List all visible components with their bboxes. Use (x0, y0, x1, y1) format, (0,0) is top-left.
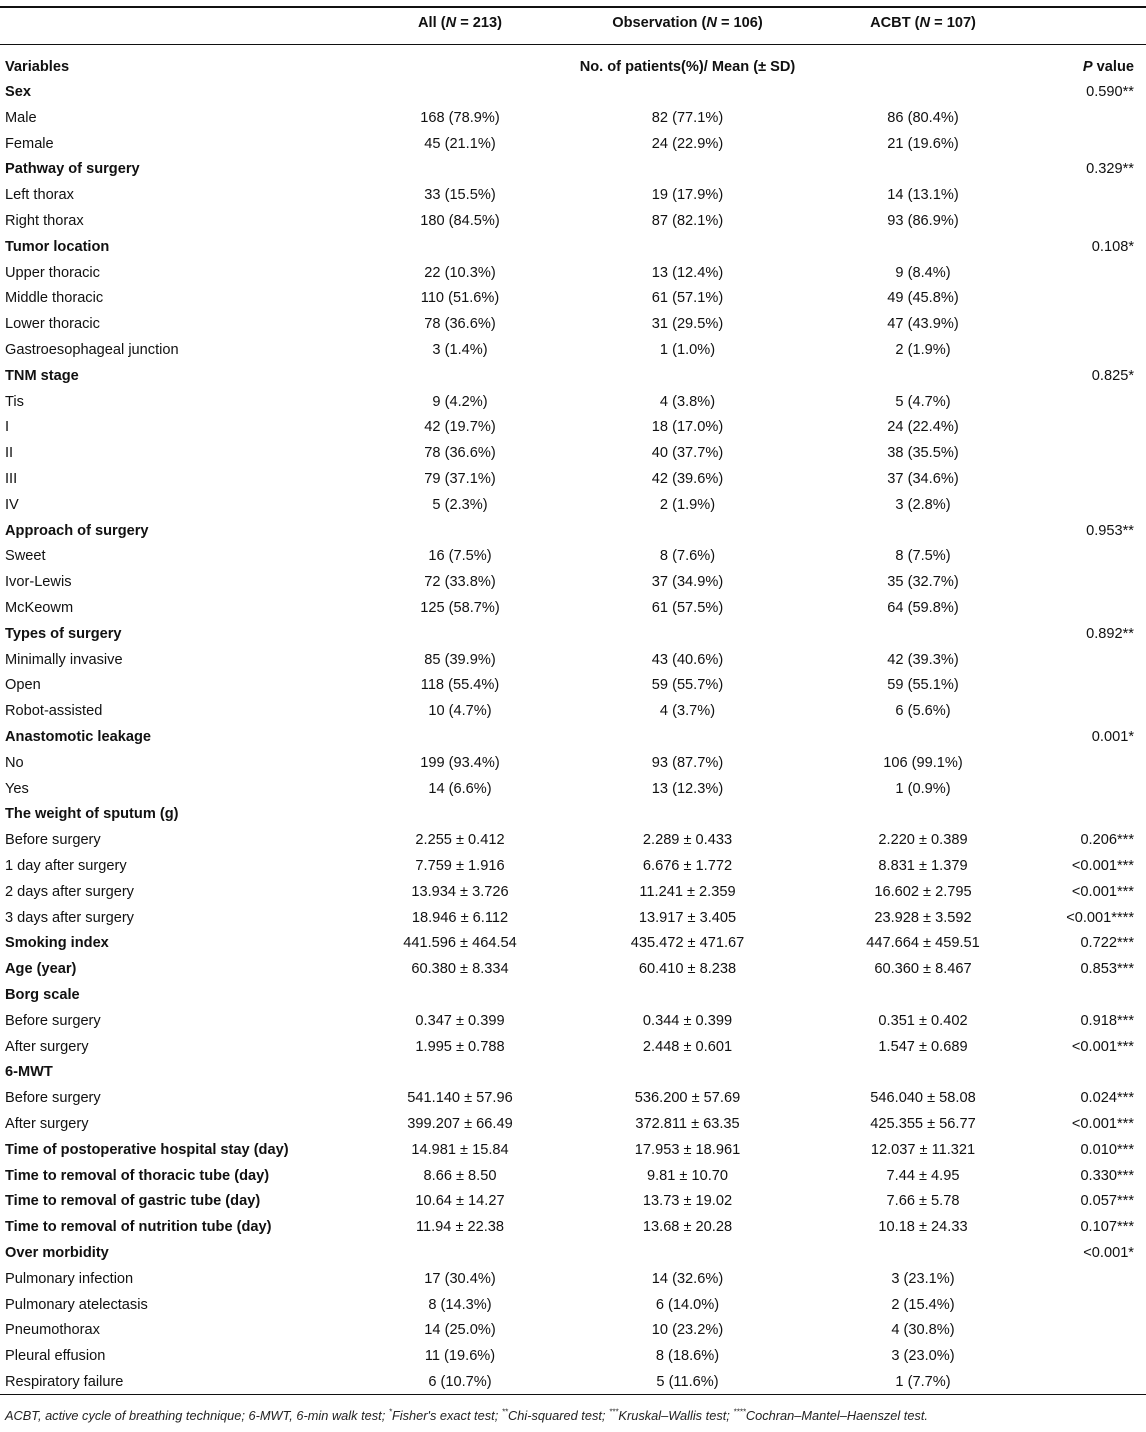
table-row (0, 286, 1146, 312)
table-row (0, 1112, 1146, 1138)
table-row (0, 493, 1146, 519)
row-label: After surgery (5, 1116, 89, 1132)
cell-p-value: 0.330*** (1080, 1167, 1134, 1184)
table-row (0, 1138, 1146, 1164)
cell-acbt: 64 (59.8%) (887, 600, 959, 616)
cell-all: 10.64 ± 14.27 (415, 1193, 505, 1210)
cell-observation: 18 (17.0%) (651, 419, 724, 436)
cell-all: 60.380 ± 8.334 (411, 961, 509, 978)
cell-observation: 536.200 ± 57.69 (634, 1090, 741, 1107)
table-row (0, 519, 1146, 545)
row-label: Time to removal of nutrition tube (day) (5, 1219, 272, 1236)
cell-observation: 43 (40.6%) (651, 651, 724, 668)
table-row (0, 699, 1146, 725)
cell-acbt: 14 (13.1%) (887, 187, 959, 204)
table-row (0, 983, 1146, 1009)
cell-all: 18.946 ± 6.112 (411, 909, 509, 926)
table-row (0, 1318, 1146, 1344)
table-row (0, 880, 1146, 906)
row-label: McKeowm (5, 600, 74, 616)
table-row (0, 854, 1146, 880)
cell-acbt: 3 (23.1%) (891, 1270, 955, 1287)
cell-observation: 13 (12.4%) (651, 264, 724, 281)
cell-observation: 37 (34.9%) (651, 574, 724, 591)
row-label: TNM stage (5, 367, 79, 384)
cell-acbt: 3 (2.8%) (895, 496, 951, 513)
cell-acbt: 2.220 ± 0.389 (878, 832, 968, 849)
cell-observation: 11.241 ± 2.359 (639, 883, 736, 900)
row-label: Ivor-Lewis (5, 574, 72, 591)
cell-observation: 40 (37.7%) (651, 445, 724, 462)
cell-all: 85 (39.9%) (424, 651, 496, 668)
cell-all: 11 (19.6%) (424, 1348, 496, 1365)
cell-observation: 13 (12.3%) (651, 780, 724, 797)
cell-all: 72 (33.8%) (424, 574, 496, 591)
cell-p-value: 0.010*** (1080, 1141, 1134, 1158)
cell-all: 8 (14.3%) (428, 1296, 492, 1313)
row-label: Gastroesophageal junction (5, 342, 179, 358)
cell-p-value: 0.892** (1086, 625, 1134, 642)
cell-observation: 19 (17.9%) (651, 187, 724, 204)
cell-all: 13.934 ± 3.726 (411, 883, 509, 900)
cell-observation: 8 (7.6%) (659, 548, 716, 565)
cell-all: 180 (84.5%) (420, 213, 500, 229)
cell-p-value: 0.853*** (1080, 961, 1134, 978)
cell-observation: 60.410 ± 8.238 (638, 961, 737, 978)
table-row (0, 828, 1146, 854)
cell-acbt: 42 (39.3%) (887, 651, 959, 668)
row-label: Borg scale (5, 987, 80, 1003)
row-label: Robot-assisted (5, 703, 103, 720)
table-row (0, 1189, 1146, 1215)
table-row (0, 364, 1146, 390)
cell-acbt: 35 (32.7%) (887, 574, 959, 591)
table-row (0, 648, 1146, 674)
table-row (0, 338, 1146, 364)
row-label: I (5, 419, 10, 436)
row-label: No (5, 754, 24, 771)
cell-p-value: <0.001*** (1071, 858, 1134, 874)
cell-acbt: 10.18 ± 24.33 (878, 1219, 968, 1236)
row-label: 6-MWT (5, 1064, 53, 1081)
row-label: Upper thoracic (5, 264, 100, 281)
cell-all: 125 (58.7%) (420, 600, 500, 616)
row-label: Open (5, 677, 41, 694)
cell-observation: 24 (22.9%) (651, 135, 724, 152)
cell-acbt: 6 (5.6%) (895, 703, 951, 720)
table-row (0, 183, 1146, 209)
cell-all: 399.207 ± 66.49 (407, 1116, 513, 1132)
top-rule (0, 6, 1146, 8)
table-row (0, 390, 1146, 416)
table-row (0, 1267, 1146, 1293)
col-header-observation: Observation (N = 106) (612, 15, 763, 31)
row-label: Tis (5, 393, 24, 410)
col-header-acbt: ACBT (N = 107) (870, 15, 976, 31)
cell-observation: 17.953 ± 18.961 (634, 1141, 741, 1158)
row-label: Right thorax (5, 213, 84, 229)
subheader-row (0, 55, 1146, 81)
table-row (0, 906, 1146, 932)
table-row (0, 235, 1146, 261)
cell-observation: 14 (32.6%) (651, 1270, 724, 1287)
row-label: Anastomotic leakage (5, 729, 151, 745)
row-label: 1 day after surgery (5, 858, 127, 874)
table-row (0, 673, 1146, 699)
cell-acbt: 8 (7.5%) (895, 548, 951, 565)
table-row (0, 209, 1146, 235)
cell-observation: 9.81 ± 10.70 (646, 1167, 729, 1184)
row-label: Age (year) (5, 961, 77, 978)
cell-p-value: 0.722*** (1080, 935, 1134, 952)
cell-acbt: 2 (15.4%) (891, 1296, 955, 1313)
cell-all: 1.995 ± 0.788 (415, 1038, 505, 1055)
cell-all: 0.347 ± 0.399 (415, 1012, 505, 1029)
row-label: IV (5, 496, 19, 513)
cell-observation: 2.289 ± 0.433 (642, 832, 733, 849)
table-row (0, 1370, 1146, 1396)
row-label: Smoking index (5, 935, 109, 952)
cell-all: 11.94 ± 22.38 (415, 1219, 505, 1236)
cell-acbt: 5 (4.7%) (895, 393, 951, 410)
cell-all: 118 (55.4%) (420, 677, 500, 694)
table-row (0, 467, 1146, 493)
cell-all: 199 (93.4%) (420, 754, 500, 771)
table-row (0, 570, 1146, 596)
cell-observation: 13.68 ± 20.28 (642, 1219, 733, 1236)
cell-acbt: 59 (55.1%) (887, 677, 959, 694)
row-label: Female (5, 135, 54, 152)
cell-all: 6 (10.7%) (428, 1374, 492, 1390)
table-row (0, 544, 1146, 570)
cell-p-value: 0.057*** (1080, 1193, 1134, 1210)
cell-observation: 1 (1.0%) (659, 342, 716, 358)
table-row (0, 441, 1146, 467)
cell-all: 33 (15.5%) (424, 187, 496, 204)
row-label: Time to removal of thoracic tube (day) (5, 1167, 270, 1184)
cell-all: 10 (4.7%) (428, 703, 492, 720)
variables-heading: Variables (5, 59, 70, 75)
cell-p-value: <0.001* (1083, 1245, 1134, 1261)
row-label: Minimally invasive (5, 651, 123, 668)
cell-all: 78 (36.6%) (424, 445, 496, 462)
cell-observation: 10 (23.2%) (651, 1322, 724, 1339)
col-header-all: All (N = 213) (418, 15, 502, 31)
row-label: Pulmonary atelectasis (5, 1296, 148, 1313)
row-label: Time to removal of gastric tube (day) (5, 1193, 261, 1210)
cell-all: 110 (51.6%) (420, 290, 500, 307)
cell-acbt: 38 (35.5%) (887, 445, 959, 462)
cell-acbt: 47 (43.9%) (887, 316, 959, 333)
row-label: II (5, 445, 14, 462)
cell-acbt: 60.360 ± 8.467 (874, 961, 972, 978)
row-label: Before surgery (5, 832, 101, 849)
cell-acbt: 2 (1.9%) (895, 342, 951, 358)
cell-observation: 435.472 ± 471.67 (630, 935, 745, 952)
cell-p-value: <0.001*** (1071, 883, 1134, 900)
cell-observation: 8 (18.6%) (655, 1348, 720, 1365)
cell-observation: 87 (82.1%) (651, 213, 724, 229)
table-row (0, 157, 1146, 183)
table-row (0, 261, 1146, 287)
cell-acbt: 106 (99.1%) (883, 754, 963, 771)
cell-acbt: 447.664 ± 459.51 (866, 935, 980, 952)
cell-acbt: 1 (0.9%) (895, 780, 951, 797)
table-row (0, 1086, 1146, 1112)
table-row (0, 415, 1146, 441)
cell-acbt: 546.040 ± 58.08 (870, 1090, 976, 1107)
cell-p-value: 0.024*** (1080, 1090, 1134, 1107)
cell-p-value: 0.329** (1086, 161, 1134, 178)
table-row (0, 957, 1146, 983)
cell-p-value: 0.590** (1086, 84, 1134, 100)
cell-p-value: 0.206*** (1080, 832, 1134, 849)
table-row (0, 802, 1146, 828)
cell-observation: 5 (11.6%) (656, 1374, 719, 1390)
cell-p-value: <0.001*** (1071, 1116, 1134, 1132)
table-row (0, 751, 1146, 777)
table-row (0, 725, 1146, 751)
cell-p-value: 0.108* (1091, 238, 1134, 255)
table-row (0, 1164, 1146, 1190)
cell-observation: 13.73 ± 19.02 (642, 1193, 733, 1210)
row-label: 3 days after surgery (5, 909, 134, 926)
table-footnote: ACBT, active cycle of breathing technique; 6-MWT, 6-min walk test; *Fisher's exact test; **Chi-squared test; ***Kruskal–Wallis test; ****Cochran–Mantel–Haenszel test. (5, 1407, 928, 1423)
cell-observation: 0.344 ± 0.399 (642, 1012, 733, 1029)
cell-all: 5 (2.3%) (432, 496, 488, 513)
cell-p-value: 0.953** (1086, 522, 1134, 539)
table-row (0, 1241, 1146, 1267)
table-row (0, 931, 1146, 957)
cell-all: 7.759 ± 1.916 (415, 858, 505, 874)
row-label: Before surgery (5, 1090, 101, 1107)
cell-all: 14 (25.0%) (424, 1322, 496, 1339)
cell-all: 16 (7.5%) (428, 548, 492, 565)
cell-acbt: 12.037 ± 11.321 (870, 1141, 976, 1158)
table-row (0, 106, 1146, 132)
cell-all: 541.140 ± 57.96 (407, 1090, 513, 1107)
row-label: Lower thoracic (5, 316, 100, 333)
cell-p-value: 0.001* (1091, 729, 1134, 745)
row-label: Time of postoperative hospital stay (day) (5, 1141, 289, 1158)
cell-p-value: 0.107*** (1080, 1219, 1134, 1236)
cell-all: 9 (4.2%) (432, 393, 488, 410)
measure-heading: No. of patients(%)/ Mean (± SD) (579, 59, 796, 75)
cell-all: 79 (37.1%) (424, 471, 496, 487)
cell-observation: 372.811 ± 63.35 (635, 1116, 740, 1132)
cell-acbt: 3 (23.0%) (891, 1348, 955, 1365)
cell-p-value: <0.001*** (1071, 1038, 1134, 1055)
cell-acbt: 93 (86.9%) (887, 213, 959, 229)
table-row (0, 1344, 1146, 1370)
cell-acbt: 4 (30.8%) (891, 1322, 955, 1339)
cell-all: 14 (6.6%) (428, 780, 492, 797)
cell-observation: 4 (3.7%) (659, 703, 716, 720)
cell-acbt: 7.66 ± 5.78 (886, 1193, 960, 1210)
row-label: Pneumothorax (5, 1322, 100, 1339)
table-row (0, 1060, 1146, 1086)
cell-acbt: 1 (7.7%) (895, 1374, 951, 1390)
cell-observation: 42 (39.6%) (651, 471, 724, 487)
row-label: Pleural effusion (5, 1348, 106, 1365)
cell-observation: 59 (55.7%) (651, 677, 724, 694)
table-row (0, 1035, 1146, 1061)
cell-observation: 61 (57.5%) (651, 600, 724, 616)
cell-observation: 93 (87.7%) (651, 754, 724, 771)
cell-observation: 6 (14.0%) (655, 1296, 720, 1313)
table-row (0, 1215, 1146, 1241)
header-rule (0, 44, 1146, 45)
row-label: Pathway of surgery (5, 161, 140, 178)
cell-all: 42 (19.7%) (424, 419, 496, 436)
cell-all: 14.981 ± 15.84 (411, 1141, 509, 1158)
table-row (0, 1009, 1146, 1035)
bottom-rule (0, 1394, 1146, 1395)
table-row (0, 80, 1146, 106)
row-label: Tumor location (5, 238, 110, 255)
cell-acbt: 16.602 ± 2.795 (874, 883, 972, 900)
cell-all: 2.255 ± 0.412 (415, 832, 505, 849)
cell-all: 17 (30.4%) (424, 1270, 496, 1287)
cell-all: 3 (1.4%) (432, 342, 488, 358)
cell-acbt: 7.44 ± 4.95 (886, 1167, 960, 1184)
cell-p-value: 0.825* (1091, 367, 1134, 384)
cell-observation: 6.676 ± 1.772 (642, 858, 733, 874)
table-row (0, 622, 1146, 648)
cell-all: 45 (21.1%) (424, 135, 496, 152)
cell-observation: 31 (29.5%) (651, 316, 724, 333)
cell-observation: 2 (1.9%) (659, 496, 716, 513)
cell-all: 441.596 ± 464.54 (403, 935, 517, 952)
row-label: Male (5, 109, 37, 126)
cell-acbt: 86 (80.4%) (887, 109, 959, 126)
row-label: The weight of sputum (g) (5, 806, 179, 823)
row-label: 2 days after surgery (5, 883, 134, 900)
p-value-heading: P value (1082, 59, 1134, 75)
cell-acbt: 1.547 ± 0.689 (878, 1038, 968, 1055)
row-label: After surgery (5, 1038, 89, 1055)
row-label: Before surgery (5, 1012, 101, 1029)
cell-acbt: 24 (22.4%) (887, 419, 959, 436)
cell-observation: 4 (3.8%) (659, 393, 716, 410)
table-row (0, 312, 1146, 338)
cell-all: 8.66 ± 8.50 (423, 1167, 497, 1184)
row-label: Respiratory failure (5, 1374, 124, 1390)
table-row (0, 596, 1146, 622)
row-label: Sex (5, 84, 31, 100)
cell-observation: 61 (57.1%) (651, 290, 724, 307)
cell-all: 78 (36.6%) (424, 316, 496, 333)
cell-observation: 13.917 ± 3.405 (638, 909, 737, 926)
cell-acbt: 425.355 ± 56.77 (870, 1116, 976, 1132)
table-row (0, 1293, 1146, 1319)
cell-observation: 82 (77.1%) (651, 109, 724, 126)
cell-acbt: 21 (19.6%) (887, 135, 959, 152)
cell-all: 22 (10.3%) (424, 264, 496, 281)
row-label: Types of surgery (5, 625, 122, 642)
cell-acbt: 8.831 ± 1.379 (878, 858, 968, 874)
cell-acbt: 49 (45.8%) (887, 290, 959, 307)
cell-acbt: 23.928 ± 3.592 (874, 909, 972, 926)
row-label: Sweet (5, 548, 46, 565)
table-row (0, 777, 1146, 803)
row-label: Approach of surgery (5, 522, 149, 539)
cell-p-value: 0.918*** (1080, 1012, 1134, 1029)
row-label: Pulmonary infection (5, 1270, 134, 1287)
cell-acbt: 37 (34.6%) (887, 471, 959, 487)
row-label: Over morbidity (5, 1245, 109, 1261)
cell-observation: 2.448 ± 0.601 (642, 1038, 733, 1055)
cell-acbt: 0.351 ± 0.402 (878, 1012, 968, 1029)
column-header-row (0, 11, 1146, 37)
row-label: Left thorax (5, 187, 74, 204)
cell-all: 168 (78.9%) (420, 109, 500, 126)
row-label: Yes (5, 780, 29, 797)
row-label: Middle thoracic (5, 290, 104, 307)
table-row (0, 132, 1146, 158)
row-label: III (5, 471, 18, 487)
cell-acbt: 9 (8.4%) (895, 264, 951, 281)
cell-p-value: <0.001**** (1066, 909, 1134, 926)
